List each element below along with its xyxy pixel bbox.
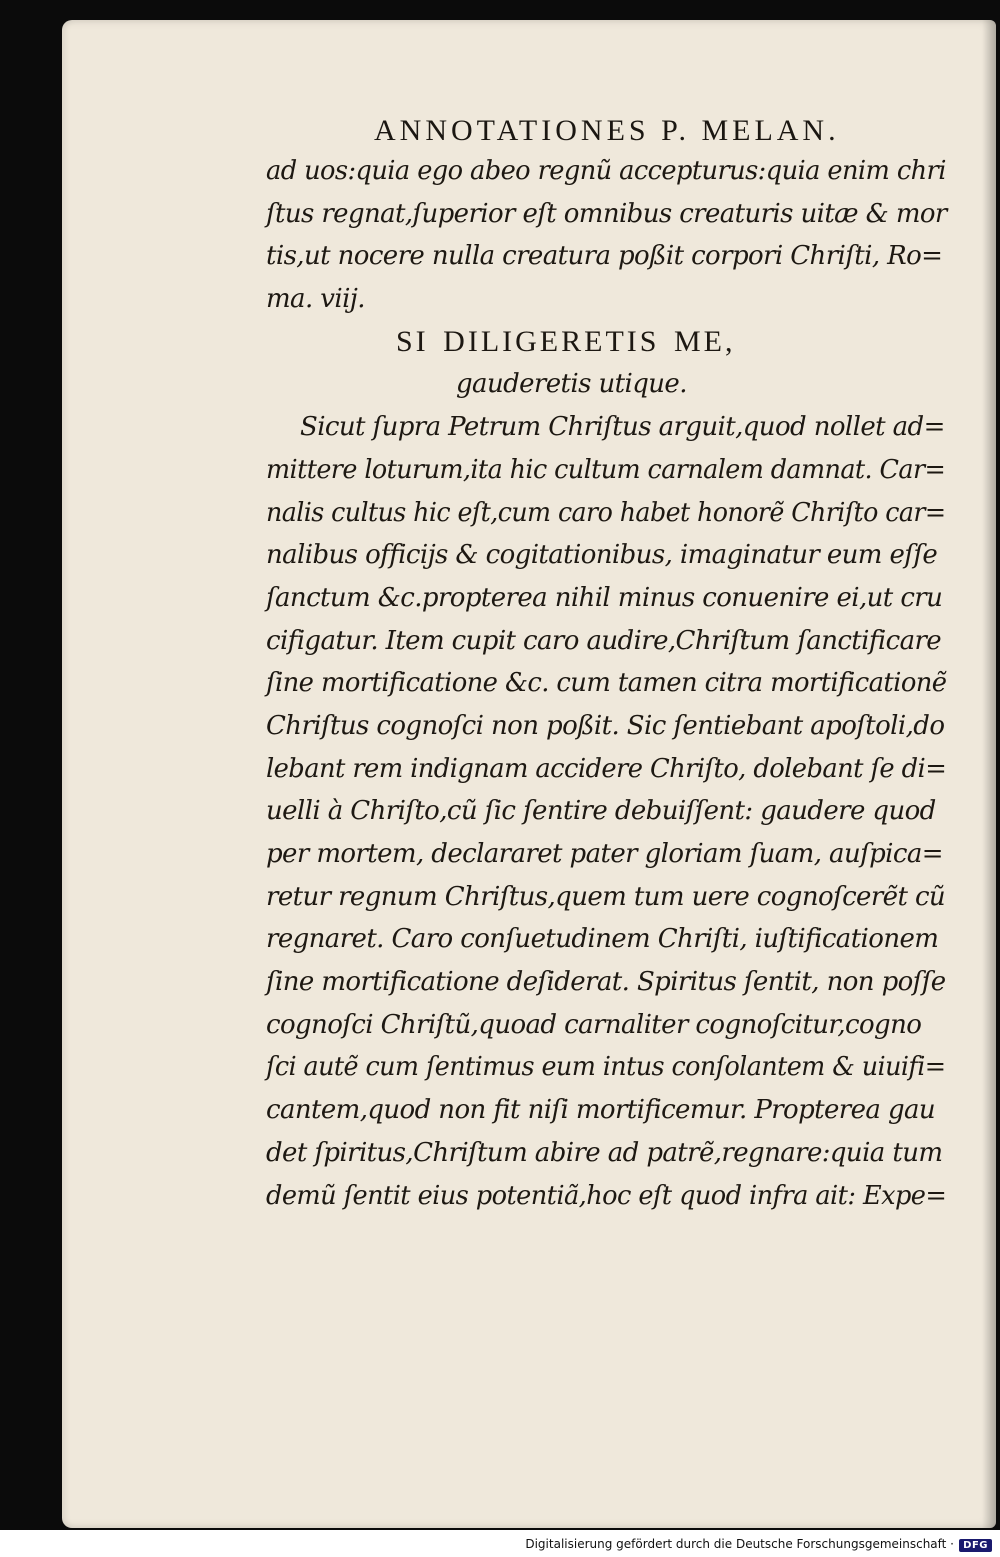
funding-notice: Digitalisierung gefördert durch die Deutsche Forschungsgemeinschaft · <box>525 1537 954 1551</box>
text-line: cifigatur. Item cupit caro audire,Chriſtum ſanctificare <box>266 625 942 656</box>
section-heading: SI DILIGERETIS ME, <box>396 324 736 358</box>
text-line: demũ ſentit eius potentiã,hoc eſt quod infra ait: Expe= <box>266 1180 947 1211</box>
text-line: uelli à Chriſto,cũ ſic ſentire debuiſſent: gaudere quod <box>266 796 936 827</box>
text-line: ad uos:quia ego abeo regnũ accepturus:quia enim chri <box>266 156 946 186</box>
text-line: per mortem, declararet pater gloriam ſuam, auſpica= <box>266 839 943 869</box>
text-line: det ſpiritus,Chriſtum abire ad patrẽ,regnare:quia tum <box>266 1137 943 1168</box>
section-subheading: gauderetis utique. <box>456 369 687 400</box>
text-line: Sicut ſupra Petrum Chriſtus arguit,quod nollet ad= <box>300 412 945 443</box>
text-line: regnaret. Caro conſuetudinem Chriſti, iuſtificationem <box>266 924 939 955</box>
page-body <box>266 150 946 1217</box>
text-line: ma. viij. <box>266 284 365 315</box>
text-line: lebant rem indignam accidere Chriſto, dolebant ſe di= <box>266 753 947 784</box>
text-line: cantem,quod non fit niſi mortificemur. Propterea gau <box>266 1095 936 1126</box>
text-line: ſine mortificatione deſiderat. Spiritus ſentit, non poſſe <box>266 967 946 998</box>
text-line: ſci autẽ cum ſentimus eum intus conſolantem & uiuifi= <box>266 1052 946 1083</box>
text-line: nalibus officijs & cogitationibus, imaginatur eum eſſe <box>266 540 938 571</box>
text-line: ſine mortificatione &c. cum tamen citra mortificationẽ <box>266 668 947 699</box>
text-line: ſtus regnat,ſuperior eſt omnibus creaturis uitæ & mor <box>266 198 947 229</box>
text-line: ſanctum &c.propterea nihil minus conuenire ei,ut cru <box>266 582 943 613</box>
text-line: mittere loturum,ita hic cultum carnalem damnat. Car= <box>266 454 946 485</box>
text-line: nalis cultus hic eſt,cum caro habet honorẽ Chriſto car= <box>266 497 946 528</box>
footer-bar <box>0 1530 1000 1557</box>
text-line: tis,ut nocere nulla creatura poßit corpori Chriſti, Ro= <box>266 241 943 272</box>
dfg-logo: DFG <box>959 1539 992 1552</box>
text-line: cognoſci Chriſtũ,quoad carnaliter cognoſcitur,cogno <box>266 1009 922 1040</box>
running-header: ANNOTATIONES P. MELAN. <box>374 114 840 147</box>
text-line: retur regnum Chriſtus,quem tum uere cognoſcerẽt cũ <box>266 881 946 912</box>
text-line: Chriſtus cognoſci non poßit. Sic ſentiebant apoſtoli,do <box>266 710 945 741</box>
